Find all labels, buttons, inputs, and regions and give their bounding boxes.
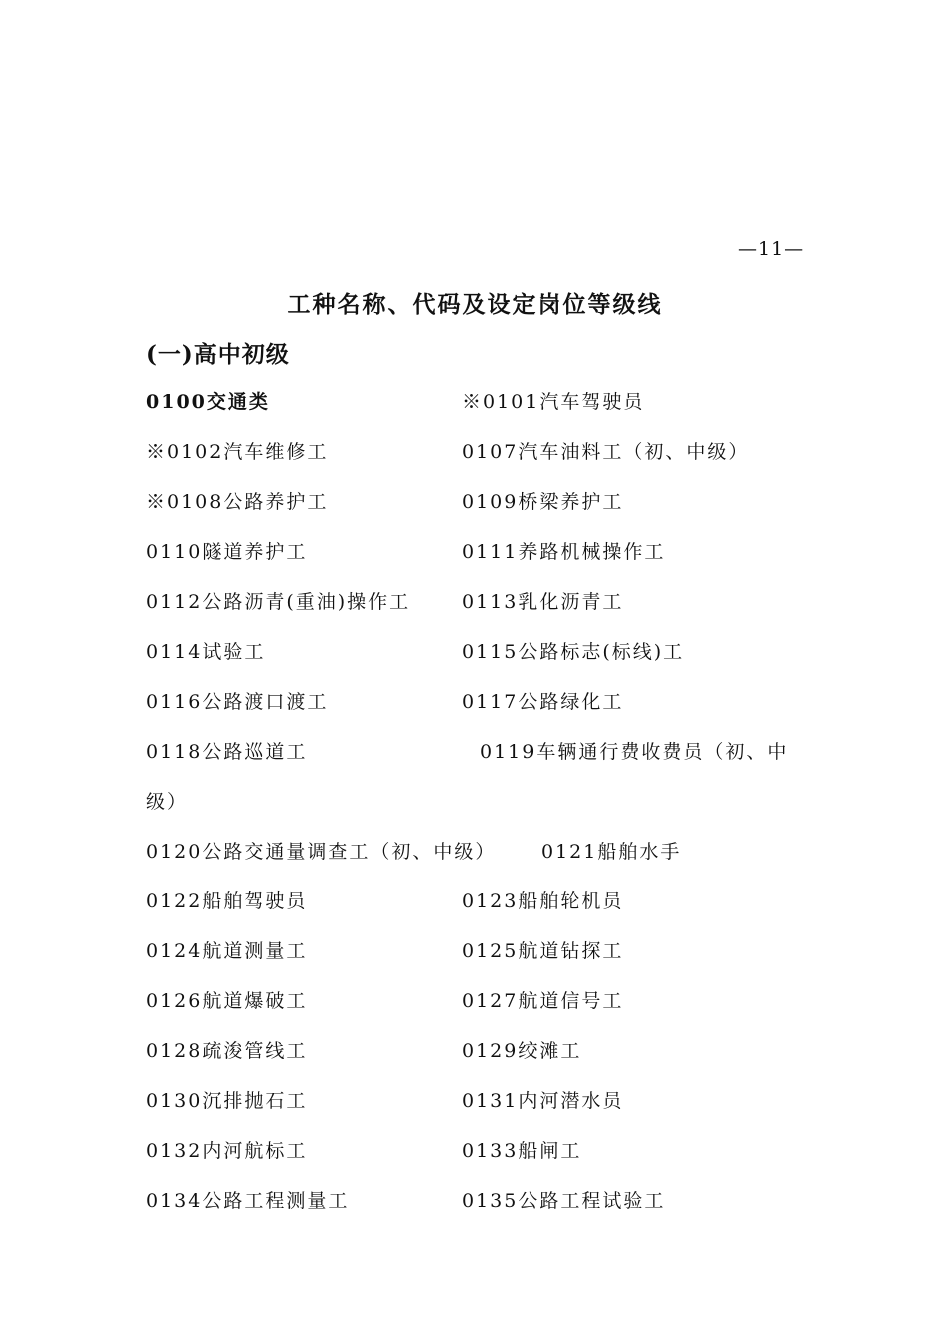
list-item: 0132内河航标工 (146, 1140, 308, 1162)
list-row (146, 986, 846, 1014)
list-item: 0110隧道养护工 (146, 541, 308, 563)
list-row (146, 1036, 846, 1064)
list-item: 0128疏浚管线工 (146, 1040, 308, 1062)
list-item: 0117公路绿化工 (462, 691, 624, 713)
list-item: 0125航道钻探工 (462, 940, 624, 962)
list-item: 0127航道信号工 (462, 990, 624, 1012)
list-item: ※0101汽车驾驶员 (462, 391, 645, 413)
list-item: 0135公路工程试验工 (462, 1190, 666, 1212)
list-row (146, 1186, 846, 1214)
list-row (146, 687, 846, 715)
list-item: 0129绞滩工 (462, 1040, 582, 1062)
list-item: 0112公路沥青(重油)操作工 (146, 591, 411, 613)
list-item: 0115公路标志(标线)工 (462, 641, 685, 663)
list-row (146, 837, 846, 865)
list-item: ※0108公路养护工 (146, 491, 329, 513)
list-row (146, 737, 846, 765)
list-item-continuation: 级） (146, 791, 189, 813)
list-item: 0120公路交通量调查工（初、中级） (146, 841, 497, 863)
list-item: 0123船舶轮机员 (462, 890, 624, 912)
list-row (146, 587, 846, 615)
list-item: 0119车辆通行费收费员（初、中 (480, 741, 789, 763)
list-item: 0121船舶水手 (541, 841, 682, 863)
list-item: 0134公路工程测量工 (146, 1190, 350, 1212)
list-item: 0107汽车油料工（初、中级） (462, 441, 750, 463)
list-row (146, 387, 846, 415)
list-row (146, 537, 846, 565)
list-row (146, 487, 846, 515)
list-item: 0130沉排抛石工 (146, 1090, 308, 1112)
list-row (146, 1136, 846, 1164)
list-item: 0133船闸工 (462, 1140, 582, 1162)
list-row (146, 886, 846, 914)
list-item: 0122船舶驾驶员 (146, 890, 308, 912)
section-heading: (一)高中初级 (146, 341, 290, 368)
list-item: 0131内河潜水员 (462, 1090, 624, 1112)
list-item: 0126航道爆破工 (146, 990, 308, 1012)
list-item: 0124航道测量工 (146, 940, 308, 962)
document-title: 工种名称、代码及设定岗位等级线 (287, 291, 663, 318)
list-item: 0118公路巡道工 (146, 741, 308, 763)
list-item: 0111养路机械操作工 (462, 541, 666, 563)
list-item: 0114试验工 (146, 641, 266, 663)
page-number: —11— (738, 238, 805, 260)
list-row (146, 936, 846, 964)
list-item: 0113乳化沥青工 (462, 591, 624, 613)
list-item: ※0102汽车维修工 (146, 441, 329, 463)
list-row (146, 1086, 846, 1114)
category-heading: 0100交通类 (146, 391, 270, 413)
list-row (146, 437, 846, 465)
list-item: 0116公路渡口渡工 (146, 691, 329, 713)
list-item: 0109桥梁养护工 (462, 491, 624, 513)
list-row (146, 787, 846, 815)
list-row (146, 637, 846, 665)
